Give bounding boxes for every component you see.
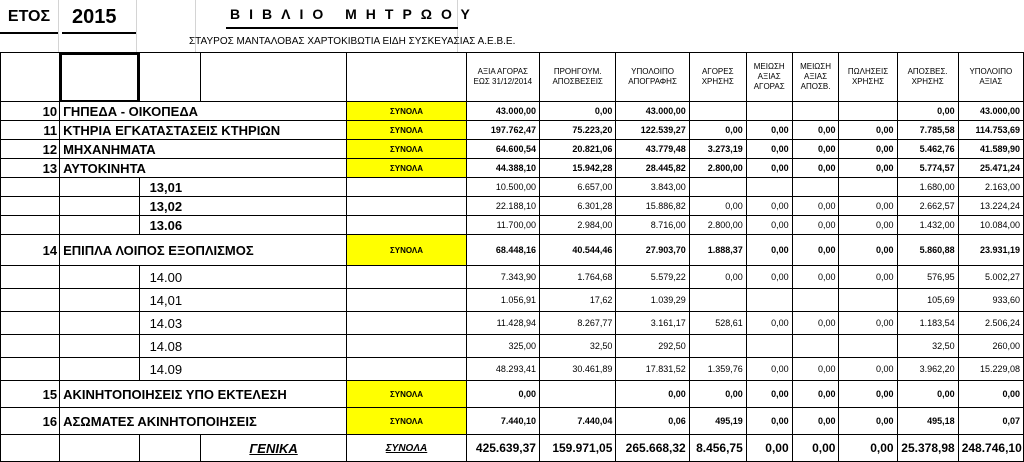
col-prev-dep: ΠΡΟΗΓΟΥΜ. ΑΠΟΣΒΕΣΕΙΣ — [539, 53, 615, 102]
value-cell[interactable]: 75.223,20 — [539, 121, 615, 140]
totals-row — [1, 435, 1024, 462]
account-code[interactable]: 16 — [1, 408, 60, 435]
value-cell[interactable]: 0,00 — [792, 216, 839, 235]
account-code[interactable]: 14 — [1, 235, 60, 266]
value-cell[interactable]: 0,06 — [616, 408, 689, 435]
totals-tag: ΣΥΝΟΛΑ — [347, 381, 466, 408]
value-cell[interactable]: 0,00 — [746, 121, 792, 140]
header-empty — [139, 53, 200, 102]
value-cell[interactable]: 0,00 — [839, 266, 897, 289]
value-cell[interactable]: 0,00 — [746, 197, 792, 216]
category-row — [1, 140, 1024, 159]
subcategory-row — [1, 178, 1024, 197]
value-cell[interactable]: 7.343,90 — [466, 266, 539, 289]
total-cell[interactable]: 0,00 — [839, 435, 897, 462]
value-cell[interactable]: 0,00 — [746, 235, 792, 266]
value-cell[interactable]: 5.579,22 — [616, 266, 689, 289]
value-cell[interactable]: 48.293,41 — [466, 358, 539, 381]
value-cell[interactable]: 0,00 — [839, 159, 897, 178]
empty-cell — [60, 312, 139, 335]
category-row — [1, 121, 1024, 140]
account-name[interactable]: ΚΤΗΡΙΑ ΕΓΚΑΤΑΣΤΑΣΕΙΣ ΚΤΗΡΙΩΝ — [60, 121, 347, 140]
empty-cell — [1, 312, 60, 335]
subcategory-row — [1, 216, 1024, 235]
value-cell[interactable]: 23.931,19 — [958, 235, 1023, 266]
value-cell[interactable]: 30.461,89 — [539, 358, 615, 381]
value-cell[interactable]: 5.462,76 — [897, 140, 958, 159]
empty-cell — [347, 335, 466, 358]
header-empty — [200, 53, 347, 102]
empty-cell — [1, 197, 60, 216]
value-cell[interactable]: 0,00 — [792, 408, 839, 435]
col-value-left: ΥΠΟΛΟΙΠΟ ΑΞΙΑΣ — [958, 53, 1023, 102]
year-label: ΕΤΟΣ — [7, 8, 51, 25]
value-cell[interactable] — [746, 102, 792, 121]
account-code[interactable]: 10 — [1, 102, 60, 121]
value-cell[interactable]: 40.544,46 — [539, 235, 615, 266]
value-cell[interactable]: 1.432,00 — [897, 216, 958, 235]
subcategory-row — [1, 312, 1024, 335]
value-cell[interactable]: 11.428,94 — [466, 312, 539, 335]
value-cell[interactable]: 0,00 — [792, 381, 839, 408]
empty-cell — [347, 289, 466, 312]
total-cell[interactable]: 25.378,98 — [897, 435, 958, 462]
empty-cell — [347, 178, 466, 197]
empty-cell — [347, 312, 466, 335]
value-cell[interactable]: 0,00 — [746, 312, 792, 335]
value-cell[interactable]: 15.229,08 — [958, 358, 1023, 381]
value-cell[interactable] — [792, 102, 839, 121]
value-cell[interactable]: 1.056,91 — [466, 289, 539, 312]
category-row — [1, 159, 1024, 178]
totals-tag: ΣΥΝΟΛΑ — [347, 235, 466, 266]
category-row — [1, 381, 1024, 408]
header-empty — [347, 53, 466, 102]
value-cell[interactable]: 1.764,68 — [539, 266, 615, 289]
empty-cell — [1, 358, 60, 381]
totals-tag: ΣΥΝΟΛΑ — [347, 140, 466, 159]
value-cell[interactable]: 15.942,28 — [539, 159, 615, 178]
value-cell[interactable]: 0,00 — [746, 266, 792, 289]
account-code[interactable]: 12 — [1, 140, 60, 159]
gridline — [136, 0, 137, 52]
subcategory-row — [1, 335, 1024, 358]
col-dep-year: ΑΠΟΣΒΕΣ. ΧΡΗΣΗΣ — [897, 53, 958, 102]
value-cell[interactable]: 325,00 — [466, 335, 539, 358]
empty-cell — [347, 358, 466, 381]
account-code[interactable]: 13 — [1, 159, 60, 178]
value-cell[interactable]: 68.448,16 — [466, 235, 539, 266]
value-cell[interactable]: 0,00 — [792, 121, 839, 140]
value-cell[interactable]: 64.600,54 — [466, 140, 539, 159]
value-cell[interactable]: 3.273,19 — [689, 140, 746, 159]
value-cell[interactable]: 2.163,00 — [958, 178, 1023, 197]
empty-cell — [1, 178, 60, 197]
category-row — [1, 102, 1024, 121]
account-name[interactable]: ΑΥΤΟΚΙΝΗΤΑ — [60, 159, 347, 178]
subcategory-row — [1, 289, 1024, 312]
gridline — [58, 0, 59, 52]
category-row — [1, 408, 1024, 435]
col-sales: ΠΩΛΗΣΕΙΣ ΧΡΗΣΗΣ — [839, 53, 897, 102]
subaccount-code[interactable]: 14,01 — [139, 289, 347, 312]
totals-tag: ΣΥΝΟΛΑ — [347, 121, 466, 140]
value-cell[interactable]: 7.785,58 — [897, 121, 958, 140]
value-cell[interactable] — [689, 102, 746, 121]
value-cell[interactable]: 27.903,70 — [616, 235, 689, 266]
title-underline — [226, 27, 458, 29]
value-cell[interactable]: 197.762,47 — [466, 121, 539, 140]
value-cell[interactable]: 43.779,48 — [616, 140, 689, 159]
value-cell[interactable]: 2.506,24 — [958, 312, 1023, 335]
value-cell[interactable]: 7.440,10 — [466, 408, 539, 435]
empty-cell — [60, 335, 139, 358]
header-row — [1, 53, 1024, 102]
value-cell[interactable]: 17.831,52 — [616, 358, 689, 381]
selected-cell[interactable] — [60, 53, 139, 102]
col-dec-dep: ΜΕΙΩΣΗ ΑΞΙΑΣ ΑΠΟΣΒ. — [792, 53, 839, 102]
value-cell[interactable]: 1.183,54 — [897, 312, 958, 335]
account-code[interactable]: 15 — [1, 381, 60, 408]
account-name[interactable]: ΓΗΠΕΔΑ - ΟΙΚΟΠΕΔΑ — [60, 102, 347, 121]
value-cell[interactable]: 0,00 — [839, 358, 897, 381]
value-cell[interactable]: 0,00 — [839, 197, 897, 216]
account-code[interactable]: 11 — [1, 121, 60, 140]
subaccount-code[interactable]: 14.08 — [139, 335, 347, 358]
value-cell[interactable]: 0,00 — [746, 408, 792, 435]
total-cell[interactable]: 159.971,05 — [539, 435, 615, 462]
value-cell[interactable] — [689, 289, 746, 312]
total-cell[interactable]: 8.456,75 — [689, 435, 746, 462]
value-cell[interactable]: 0,00 — [539, 102, 615, 121]
value-cell[interactable]: 43.000,00 — [958, 102, 1023, 121]
value-cell[interactable]: 0,00 — [746, 159, 792, 178]
value-cell[interactable]: 6.301,28 — [539, 197, 615, 216]
value-cell[interactable]: 0,00 — [839, 140, 897, 159]
year-label-underline — [0, 32, 58, 34]
totals-tag: ΣΥΝΟΛΑ — [347, 408, 466, 435]
empty-cell — [347, 216, 466, 235]
value-cell[interactable]: 0,00 — [792, 235, 839, 266]
book-title: ΒΙΒΛΙΟ ΜΗΤΡΩΟΥ — [230, 6, 479, 22]
subcategory-row — [1, 358, 1024, 381]
value-cell[interactable]: 10.084,00 — [958, 216, 1023, 235]
register-table — [0, 52, 1024, 462]
value-cell[interactable]: 0,00 — [897, 381, 958, 408]
value-cell[interactable]: 0,00 — [839, 216, 897, 235]
empty-cell — [1, 335, 60, 358]
value-cell[interactable]: 0,00 — [689, 121, 746, 140]
account-name[interactable]: ΑΚΙΝΗΤΟΠΟΙΗΣΕΙΣ ΥΠΟ ΕΚΤΕΛΕΣΗ — [60, 381, 347, 408]
value-cell[interactable]: 5.002,27 — [958, 266, 1023, 289]
value-cell[interactable] — [839, 178, 897, 197]
subcategory-row — [1, 266, 1024, 289]
value-cell[interactable]: 1.039,29 — [616, 289, 689, 312]
subaccount-code[interactable]: 14.03 — [139, 312, 347, 335]
grand-total-label: ΓΕΝΙΚΑ — [200, 435, 347, 462]
value-cell[interactable] — [746, 335, 792, 358]
value-cell[interactable]: 2.662,57 — [897, 197, 958, 216]
totals-tag: ΣΥΝΟΛΑ — [347, 159, 466, 178]
subaccount-code[interactable]: 13.06 — [139, 216, 347, 235]
empty-cell — [1, 266, 60, 289]
value-cell[interactable]: 1.888,37 — [689, 235, 746, 266]
value-cell[interactable] — [746, 178, 792, 197]
value-cell[interactable]: 5.774,57 — [897, 159, 958, 178]
empty-cell — [347, 197, 466, 216]
category-row — [1, 235, 1024, 266]
value-cell[interactable]: 105,69 — [897, 289, 958, 312]
col-dec-acq: ΜΕΙΩΣΗ ΑΞΙΑΣ ΑΓΟΡΑΣ — [746, 53, 792, 102]
empty-cell — [1, 289, 60, 312]
value-cell[interactable]: 5.860,88 — [897, 235, 958, 266]
value-cell[interactable]: 495,18 — [897, 408, 958, 435]
value-cell[interactable]: 10.500,00 — [466, 178, 539, 197]
value-cell[interactable]: 15.886,82 — [616, 197, 689, 216]
value-cell[interactable]: 43.000,00 — [616, 102, 689, 121]
value-cell[interactable] — [792, 289, 839, 312]
value-cell[interactable]: 0,00 — [839, 312, 897, 335]
total-cell[interactable]: 248.746,10 — [958, 435, 1023, 462]
value-cell[interactable]: 495,19 — [689, 408, 746, 435]
value-cell[interactable]: 528,61 — [689, 312, 746, 335]
total-cell[interactable]: 265.668,32 — [616, 435, 689, 462]
value-cell[interactable]: 0,00 — [689, 266, 746, 289]
value-cell[interactable]: 0,00 — [616, 381, 689, 408]
account-name[interactable]: ΑΣΩΜΑΤΕΣ ΑΚΙΝΗΤΟΠΟΙΗΣΕΙΣ — [60, 408, 347, 435]
col-remaining: ΥΠΟΛΟΙΠΟ ΑΠΟΓΡΑΦΗΣ — [616, 53, 689, 102]
total-empty — [1, 435, 60, 462]
value-cell[interactable]: 8.267,77 — [539, 312, 615, 335]
value-cell[interactable] — [689, 335, 746, 358]
year-cell[interactable]: 2015 — [72, 5, 117, 28]
value-cell[interactable]: 0,00 — [792, 159, 839, 178]
empty-cell — [347, 266, 466, 289]
value-cell[interactable]: 0,00 — [792, 358, 839, 381]
totals-tag: ΣΥΝΟΛΑ — [347, 102, 466, 121]
value-cell[interactable] — [689, 178, 746, 197]
value-cell[interactable]: 11.700,00 — [466, 216, 539, 235]
value-cell[interactable]: 32,50 — [539, 335, 615, 358]
account-name[interactable]: ΕΠΙΠΛΑ ΛΟΙΠΟΣ ΕΞΟΠΛΙΣΜΟΣ — [60, 235, 347, 266]
total-empty — [60, 435, 139, 462]
empty-cell — [60, 216, 139, 235]
header-empty — [1, 53, 60, 102]
empty-cell — [60, 197, 139, 216]
value-cell[interactable]: 0,00 — [792, 140, 839, 159]
value-cell[interactable]: 2.984,00 — [539, 216, 615, 235]
value-cell[interactable]: 25.471,24 — [958, 159, 1023, 178]
value-cell[interactable]: 8.716,00 — [616, 216, 689, 235]
value-cell[interactable] — [839, 335, 897, 358]
value-cell[interactable]: 0,00 — [746, 140, 792, 159]
value-cell[interactable]: 0,00 — [839, 121, 897, 140]
value-cell[interactable]: 2.800,00 — [689, 159, 746, 178]
value-cell[interactable] — [746, 289, 792, 312]
account-name[interactable]: ΜΗΧΑΝΗΜΑΤΑ — [60, 140, 347, 159]
value-cell[interactable]: 0,00 — [689, 381, 746, 408]
value-cell[interactable]: 1.359,76 — [689, 358, 746, 381]
value-cell[interactable]: 0,00 — [746, 381, 792, 408]
empty-cell — [1, 216, 60, 235]
value-cell[interactable]: 6.657,00 — [539, 178, 615, 197]
value-cell[interactable]: 3.962,20 — [897, 358, 958, 381]
value-cell[interactable]: 0,00 — [839, 381, 897, 408]
value-cell[interactable]: 22.188,10 — [466, 197, 539, 216]
value-cell[interactable] — [539, 381, 615, 408]
value-cell[interactable] — [792, 178, 839, 197]
value-cell[interactable]: 0,00 — [746, 216, 792, 235]
company-name: ΣΤΑΥΡΟΣ ΜΑΝΤΑΛΟΒΑΣ ΧΑΡΤΟΚΙΒΩΤΙΑ ΕΙΔΗ ΣΥΣΚΕΥΑΣΙΑΣ Α.Ε.Β.Ε. — [189, 36, 516, 47]
value-cell[interactable]: 17,62 — [539, 289, 615, 312]
empty-cell — [60, 289, 139, 312]
value-cell[interactable]: 2.800,00 — [689, 216, 746, 235]
value-cell[interactable]: 0,00 — [792, 197, 839, 216]
year-underline — [62, 32, 136, 34]
value-cell[interactable]: 260,00 — [958, 335, 1023, 358]
total-cell[interactable]: 0,00 — [792, 435, 839, 462]
subcategory-row — [1, 197, 1024, 216]
total-cell[interactable]: 0,00 — [746, 435, 792, 462]
value-cell[interactable]: 0,00 — [839, 235, 897, 266]
col-acq-value: ΑΞΙΑ ΑΓΟΡΑΣ ΕΩΣ 31/12/2014 — [466, 53, 539, 102]
subaccount-code[interactable]: 14.00 — [139, 266, 347, 289]
value-cell[interactable]: 0,07 — [958, 408, 1023, 435]
value-cell[interactable]: 0,00 — [466, 381, 539, 408]
value-cell[interactable] — [839, 289, 897, 312]
value-cell[interactable]: 0,00 — [792, 312, 839, 335]
value-cell[interactable]: 0,00 — [958, 381, 1023, 408]
value-cell[interactable]: 3.161,17 — [616, 312, 689, 335]
empty-cell — [60, 178, 139, 197]
value-cell[interactable]: 7.440,04 — [539, 408, 615, 435]
value-cell[interactable]: 114.753,69 — [958, 121, 1023, 140]
value-cell[interactable]: 32,50 — [897, 335, 958, 358]
value-cell[interactable]: 20.821,06 — [539, 140, 615, 159]
value-cell[interactable]: 0,00 — [839, 408, 897, 435]
value-cell[interactable]: 122.539,27 — [616, 121, 689, 140]
value-cell[interactable]: 13.224,24 — [958, 197, 1023, 216]
value-cell[interactable]: 44.388,10 — [466, 159, 539, 178]
empty-cell — [60, 266, 139, 289]
value-cell[interactable]: 0,00 — [897, 102, 958, 121]
subaccount-code[interactable]: 13,02 — [139, 197, 347, 216]
value-cell[interactable]: 933,60 — [958, 289, 1023, 312]
value-cell[interactable]: 3.843,00 — [616, 178, 689, 197]
subaccount-code[interactable]: 14.09 — [139, 358, 347, 381]
value-cell[interactable]: 0,00 — [792, 266, 839, 289]
subaccount-code[interactable]: 13,01 — [139, 178, 347, 197]
col-purchases: ΑΓΟΡΕΣ ΧΡΗΣΗΣ — [689, 53, 746, 102]
value-cell[interactable]: 576,95 — [897, 266, 958, 289]
value-cell[interactable]: 41.589,90 — [958, 140, 1023, 159]
value-cell[interactable]: 0,00 — [689, 197, 746, 216]
value-cell[interactable]: 28.445,82 — [616, 159, 689, 178]
totals-tag: ΣΥΝΟΛΑ — [347, 435, 466, 462]
total-cell[interactable]: 425.639,37 — [466, 435, 539, 462]
value-cell[interactable]: 0,00 — [746, 358, 792, 381]
empty-cell — [60, 358, 139, 381]
total-empty — [139, 435, 200, 462]
value-cell[interactable] — [839, 102, 897, 121]
value-cell[interactable]: 43.000,00 — [466, 102, 539, 121]
value-cell[interactable] — [792, 335, 839, 358]
value-cell[interactable]: 1.680,00 — [897, 178, 958, 197]
value-cell[interactable]: 292,50 — [616, 335, 689, 358]
